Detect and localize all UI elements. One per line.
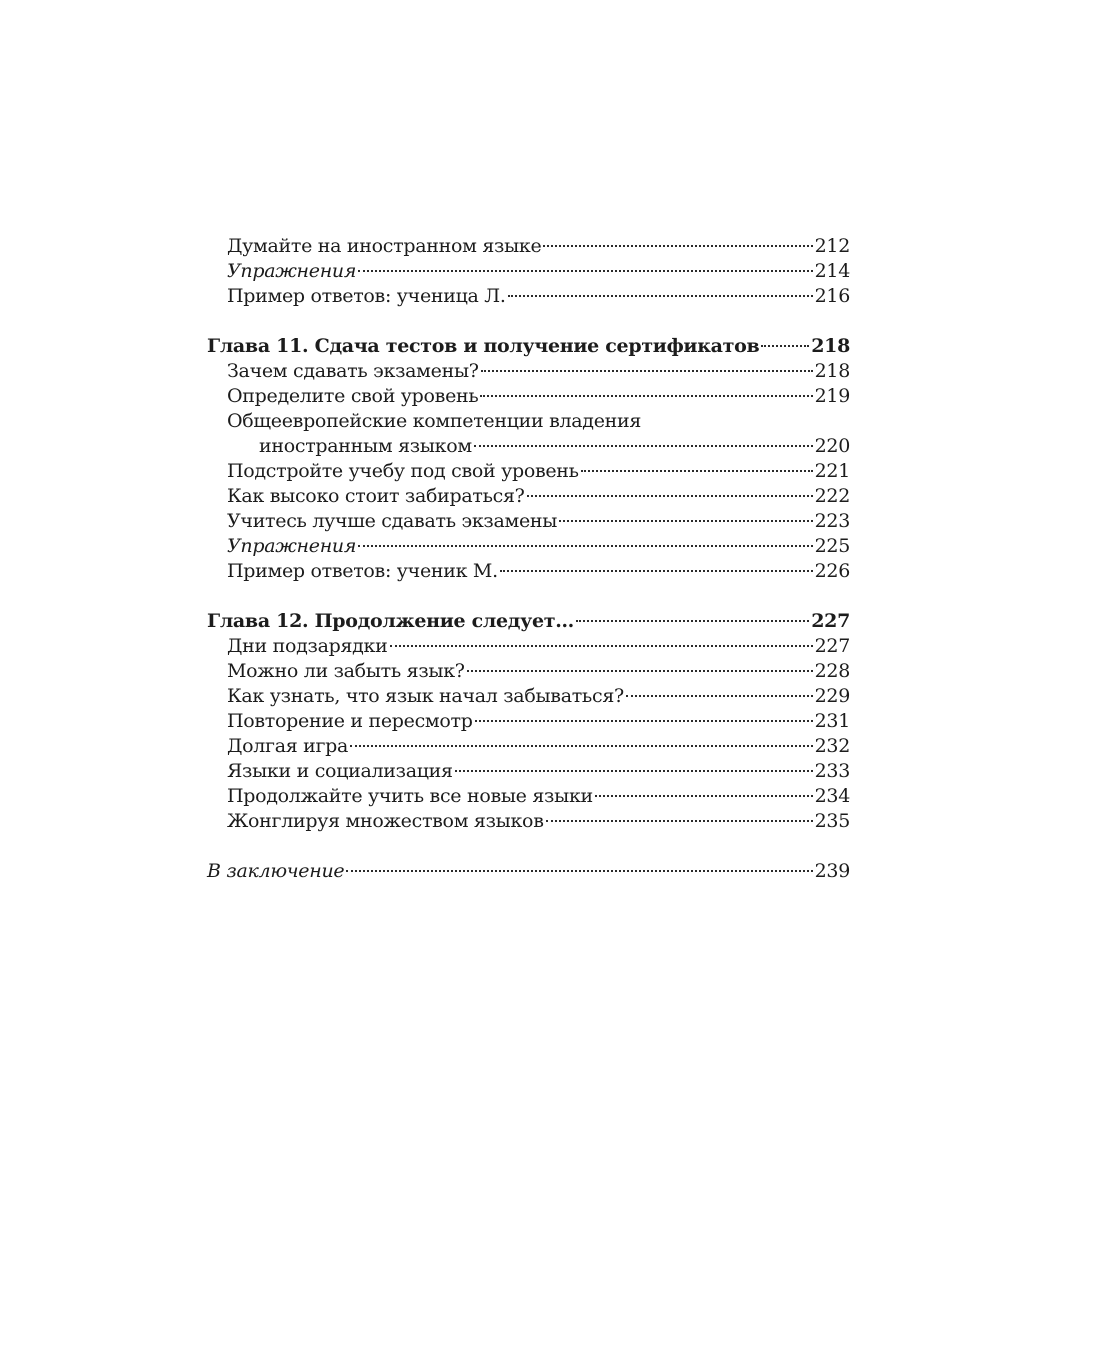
toc-entry-title: Глава 12. Продолжение следует… <box>207 610 574 632</box>
toc-entry <box>207 634 850 659</box>
toc-entry-title: Языки и социализация <box>227 760 453 782</box>
toc-chapter-entry <box>207 609 850 634</box>
toc-entry-title: Как узнать, что язык начал забываться? <box>227 685 624 707</box>
toc-entry <box>207 659 850 684</box>
toc-entry <box>207 809 850 834</box>
toc-entry <box>207 359 850 384</box>
dot-leader <box>581 470 813 472</box>
toc-entry <box>207 484 850 509</box>
dot-leader <box>358 270 812 272</box>
toc-entry-title: Жонглируя множеством языков <box>227 810 544 832</box>
dot-leader <box>595 795 813 797</box>
toc-entry-title: Общеевропейские компетенции владения <box>227 410 642 432</box>
toc-page-number: 235 <box>814 810 850 832</box>
toc-page-number: 223 <box>814 510 850 532</box>
dot-leader <box>390 645 813 647</box>
toc-page-number: 220 <box>814 435 850 457</box>
toc-entry <box>207 459 850 484</box>
toc-entry <box>207 284 850 309</box>
toc-page-number: 234 <box>814 785 850 807</box>
toc-entry-title: Как высоко стоит забираться? <box>227 485 525 507</box>
dot-leader <box>475 720 813 722</box>
dot-leader <box>346 870 812 872</box>
toc-entry-title: Повторение и пересмотр <box>227 710 473 732</box>
toc-entry-title: Можно ли забыть язык? <box>227 660 465 682</box>
toc-entry-title: иностранным языком <box>259 435 472 457</box>
toc-page-number: 218 <box>811 335 850 357</box>
dot-leader <box>527 495 813 497</box>
toc-entry-title: Упражнения <box>227 535 357 557</box>
toc-entry-title: Зачем сдавать экзамены? <box>227 360 479 382</box>
toc-page-number: 232 <box>814 735 850 757</box>
toc-entry <box>207 384 850 409</box>
dot-leader <box>761 345 809 347</box>
toc-page-number: 225 <box>814 535 850 557</box>
toc-page-number: 233 <box>814 760 850 782</box>
toc-page-number: 231 <box>814 710 850 732</box>
toc-page-number: 218 <box>814 360 850 382</box>
toc-entry-title: Глава 11. Сдача тестов и получение сертификатов <box>207 335 760 357</box>
toc-page-number: 226 <box>814 560 850 582</box>
toc-page-number: 219 <box>814 385 850 407</box>
toc-page-number: 229 <box>814 685 850 707</box>
toc-page-number: 222 <box>814 485 850 507</box>
toc-entry <box>207 534 850 559</box>
toc-entry-title: Учитесь лучше сдавать экзамены <box>227 510 558 532</box>
toc-page-number: 227 <box>814 635 850 657</box>
toc-entry <box>207 259 850 284</box>
dot-leader <box>576 620 809 622</box>
dot-leader <box>467 670 813 672</box>
toc-entry <box>207 759 850 784</box>
toc-entry <box>207 409 850 434</box>
toc-entry-title: Определите свой уровень <box>227 385 479 407</box>
toc-entry <box>207 559 850 584</box>
toc-section <box>207 234 850 309</box>
dot-leader <box>500 570 813 572</box>
dot-leader <box>481 370 813 372</box>
toc-page-number: 221 <box>814 460 850 482</box>
toc-entry <box>207 684 850 709</box>
dot-leader <box>480 395 812 397</box>
toc-page-number: 216 <box>814 285 850 307</box>
dot-leader <box>546 820 813 822</box>
toc-entry <box>207 434 850 459</box>
dot-leader <box>455 770 813 772</box>
table-of-contents <box>207 234 850 884</box>
toc-entry-title: Дни подзарядки <box>227 635 388 657</box>
toc-page-number: 239 <box>814 860 850 882</box>
toc-entry <box>207 709 850 734</box>
toc-page-number: 228 <box>814 660 850 682</box>
toc-entry-title: Думайте на иностранном языке <box>227 235 542 257</box>
dot-leader <box>626 695 813 697</box>
dot-leader <box>474 445 813 447</box>
toc-section <box>207 859 850 884</box>
dot-leader <box>559 520 813 522</box>
toc-entry-title: Пример ответов: ученица Л. <box>227 285 506 307</box>
toc-entry-title: В заключение <box>207 860 345 882</box>
toc-entry-title: Упражнения <box>227 260 357 282</box>
dot-leader <box>543 245 812 247</box>
toc-entry <box>207 734 850 759</box>
dot-leader <box>350 745 813 747</box>
toc-page-number: 227 <box>811 610 850 632</box>
toc-entry <box>207 509 850 534</box>
toc-entry <box>207 784 850 809</box>
toc-entry-title: Продолжайте учить все новые языки <box>227 785 593 807</box>
dot-leader <box>358 545 812 547</box>
toc-entry-title: Пример ответов: ученик М. <box>227 560 498 582</box>
toc-chapter-entry <box>207 334 850 359</box>
toc-section <box>207 609 850 834</box>
dot-leader <box>508 295 813 297</box>
toc-entry-title: Долгая игра <box>227 735 349 757</box>
toc-page-number: 214 <box>814 260 850 282</box>
toc-entry-title: Подстройте учебу под свой уровень <box>227 460 579 482</box>
toc-chapter-entry <box>207 859 850 884</box>
toc-entry <box>207 234 850 259</box>
toc-section <box>207 334 850 584</box>
toc-page-number: 212 <box>814 235 850 257</box>
